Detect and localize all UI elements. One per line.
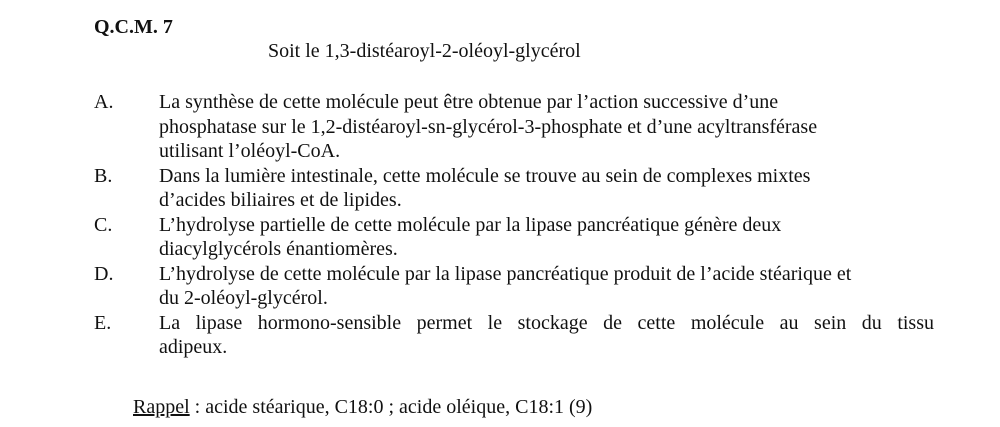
option-text [159,311,934,360]
reminder-label: Rappel [133,396,190,418]
option-letter: D. [94,262,114,285]
option-line: utilisant l’oléoyl-CoA. [159,140,341,162]
question-prompt: Soit le 1,3-distéaroyl-2-oléoyl-glycérol [268,40,581,62]
option-text [159,164,934,213]
answer-options [94,90,934,360]
option-line: Dans la lumière intestinale, cette molécule se trouve au sein de complexes mixtes [159,164,811,187]
option-text [159,213,934,262]
option-letter: A. [94,91,114,113]
option-letter: C. [94,213,113,236]
option-b [94,164,934,213]
reminder-text: acide stéarique, C18:0 ; acide oléique, C18:1 (9) [205,396,593,418]
option-line: phosphatase sur le 1,2-distéaroyl-sn-glycérol-3-phosphate et d’une acyltransférase [159,115,818,138]
option-line: L’hydrolyse de cette molécule par la lipase pancréatique produit de l’acide stéarique et [159,262,852,285]
option-line: adipeux. [159,336,228,358]
option-e [94,311,934,360]
option-text [159,90,934,164]
option-line: d’acides biliaires et de lipides. [159,189,402,211]
question-title: Q.C.M. 7 [94,16,173,38]
option-d [94,262,934,311]
option-line: La synthèse de cette molécule peut être obtenue par l’action successive d’une [159,91,779,113]
option-c [94,213,934,262]
option-line: La lipase hormono-sensible permet le stockage de cette molécule au sein du tissu [159,311,934,334]
option-text [159,262,934,311]
option-a [94,90,934,164]
option-letter: E. [94,311,112,334]
reminder-note [133,394,592,420]
option-line: L’hydrolyse partielle de cette molécule par la lipase pancréatique génère deux [159,213,782,236]
reminder-separator: : [189,396,206,418]
option-line: du 2-oléoyl-glycérol. [159,287,328,309]
option-letter: B. [94,164,113,187]
option-line: diacylglycérols énantiomères. [159,238,398,260]
